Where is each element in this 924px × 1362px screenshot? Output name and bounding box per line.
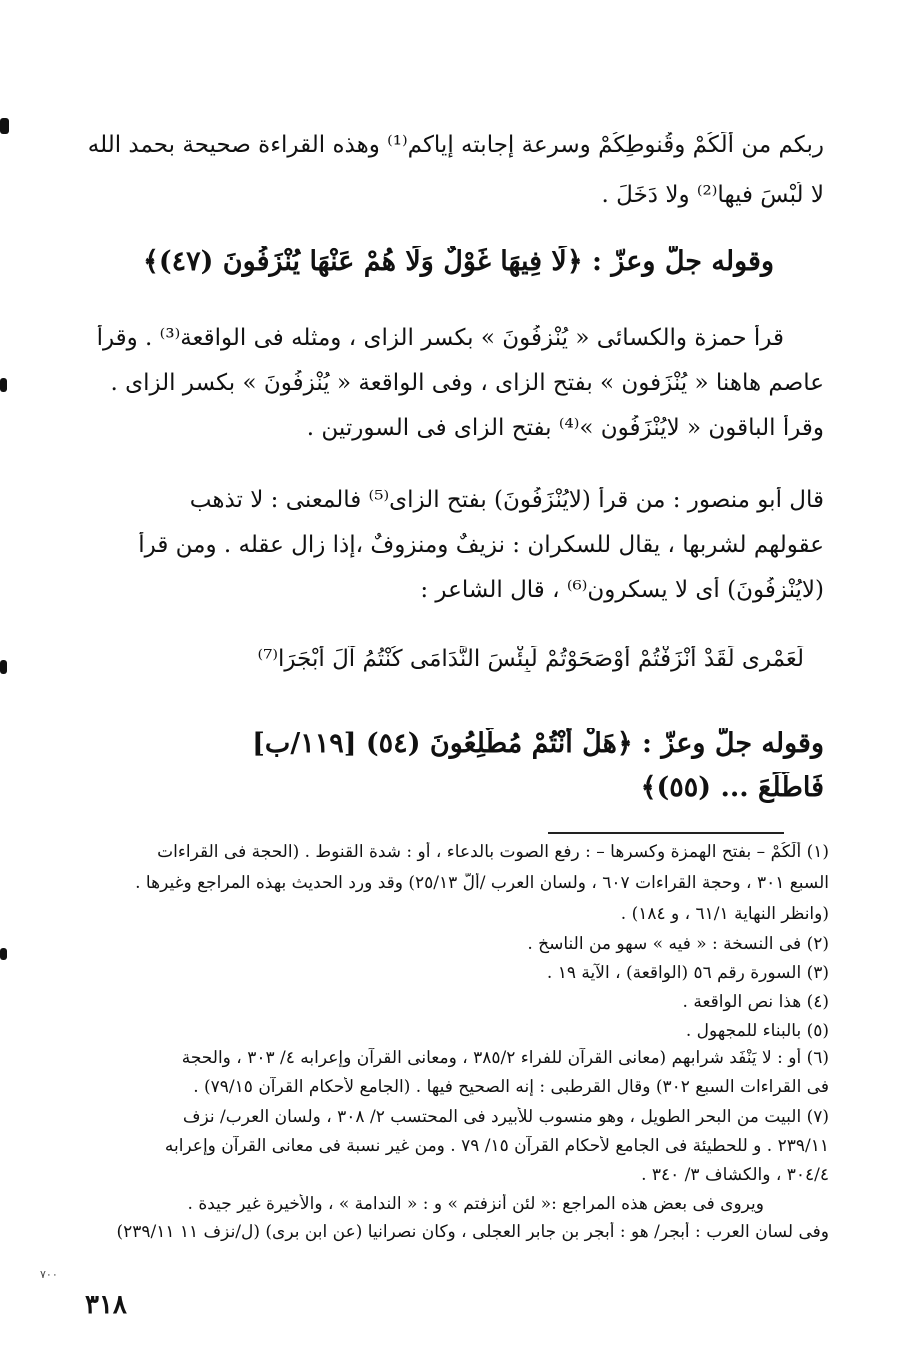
verse-heading: وقوله جلّ وعزّ : ﴿هَلْ أَنْتُمْ مُطَّلِعُونَ (٥٤) [١١٩/ب] bbox=[252, 728, 824, 759]
body-line: (لايُنْزِفُونَ) أى لا يسكرون⁽⁶⁾ ، قال الشاعر : bbox=[420, 577, 824, 603]
margin-mark bbox=[0, 660, 7, 674]
verse-heading: فَاطَّلَعَ ... (٥٥)﴾ bbox=[640, 772, 824, 803]
margin-mark bbox=[0, 378, 7, 392]
body-line: وقرأ الباقون « لايُنْزَفُون »⁽⁴⁾ بفتح الزاى فى السورتين . bbox=[306, 415, 824, 441]
footnote-line: (٣) السورة رقم ٥٦ (الواقعة) ، الآية ١٩ . bbox=[546, 963, 829, 983]
body-line: قرأ حمزة والكسائى « يُنْزِفُونَ » بكسر الزاى ، ومثله فى الواقعة⁽³⁾ . وقرأ bbox=[96, 325, 784, 351]
footnote-line: فى القراءات السبع ٣٠٢) وقال القرطبى : إنه الصحيح فيها . (الجامع لأحكام القرآن ٧٩/١٥) . bbox=[193, 1077, 829, 1097]
footnote-line: (٦) أو : لا يَنْفَد شرابهم (معانى القرآن للفراء ٣٨٥/٢ ، ومعانى القرآن وإعرابه ٤/ ٣٠٣ ، والحجة bbox=[181, 1048, 829, 1068]
margin-note: ٧٠٠ bbox=[40, 1268, 58, 1281]
body-line: عقولهم لشربها ، يقال للسكران : نزيفٌ ومنزوفٌ ،إذا زال عقله . ومن قرأ bbox=[138, 532, 824, 558]
poetry-verse: لَعَمْرِى لَقَدْ أَنْزَفْتُمْ أَوْصَحَوْتُمْ لَبِئْسَ النَّدَامَى كُنْتُمُ آلَ أَبْجَرَا⁽⁷⁾ bbox=[257, 646, 804, 672]
footnote-line: (٥) بالبناء للمجهول . bbox=[685, 1021, 829, 1041]
verse-heading: وقوله جلّ وعزّ : ﴿لَا فِيهَا غَوْلٌ وَلَا هُمْ عَنْهَا يُنْزَفُونَ (٤٧)﴾ bbox=[143, 246, 774, 277]
page-number: ٣١٨ bbox=[85, 1290, 127, 1320]
footnote-line: ٣٠٤/٤ ، والكشاف ٣/ ٣٤٠ . bbox=[641, 1165, 829, 1185]
footnote-line: ويروى فى بعض هذه المراجع :« لئن أنزفتم » و : « الندامة » ، والأخيرة غير جيدة . bbox=[187, 1194, 764, 1214]
body-line: لا لُبْسَ فيها⁽²⁾ ولا دَخَلَ . bbox=[601, 182, 824, 208]
footnote-rule bbox=[548, 832, 784, 834]
body-line: ربكم من ألَكُمْ وقُنوطِكُمْ وسرعة إجابته إياكم⁽¹⁾ وهذه القراءة صحيحة بحمد الله bbox=[87, 132, 824, 158]
footnote-line: (وانظر النهاية ٦١/١ ، و ١٨٤) . bbox=[620, 904, 829, 924]
margin-mark bbox=[0, 118, 9, 134]
footnote-line: (٤) هذا نص الواقعة . bbox=[682, 992, 829, 1012]
footnote-line: (١) ألَكُمْ – بفتح الهمزة وكسرها – : رفع الصوت بالدعاء ، أو : شدة القنوط . (الحجة فى القراءات bbox=[157, 842, 829, 862]
footnote-line: السبع ٣٠١ ، وحجة القراءات ٦٠٧ ، ولسان العرب /ألّ ٢٥/١٣) وقد ورد الحديث بهذه المراجع وغيرها . bbox=[135, 873, 829, 893]
body-line: عاصم هاهنا « يُنْزَفون » بفتح الزاى ، وفى الواقعة « يُنْزِفُونَ » بكسر الزاى . bbox=[110, 370, 824, 396]
footnote-line: (٢) فى النسخة : « فيه » سهو من الناسخ . bbox=[527, 934, 829, 954]
body-line: قال أبو منصور : من قرأ (لايُنْزَفُونَ) بفتح الزاى⁽⁵⁾ فالمعنى : لا تذهب bbox=[189, 487, 824, 513]
margin-mark bbox=[0, 948, 7, 960]
footnote-line: وفى لسان العرب : أبجر/ هو : أبجر بن جابر العجلى ، وكان نصرانيا (عن ابن برى) (ل/نزف ١١ ٢٣٩/١١) bbox=[116, 1222, 829, 1242]
footnote-line: (٧) البيت من البحر الطويل ، وهو منسوب للأبيرد فى المحتسب ٢/ ٣٠٨ ، ولسان العرب/ نزف bbox=[182, 1107, 829, 1127]
footnote-line: ٢٣٩/١١ . و للحطيئة فى الجامع لأحكام القرآن ١٥/ ٧٩ . ومن غير نسبة فى معانى القرآن وإعرابه bbox=[164, 1136, 829, 1156]
